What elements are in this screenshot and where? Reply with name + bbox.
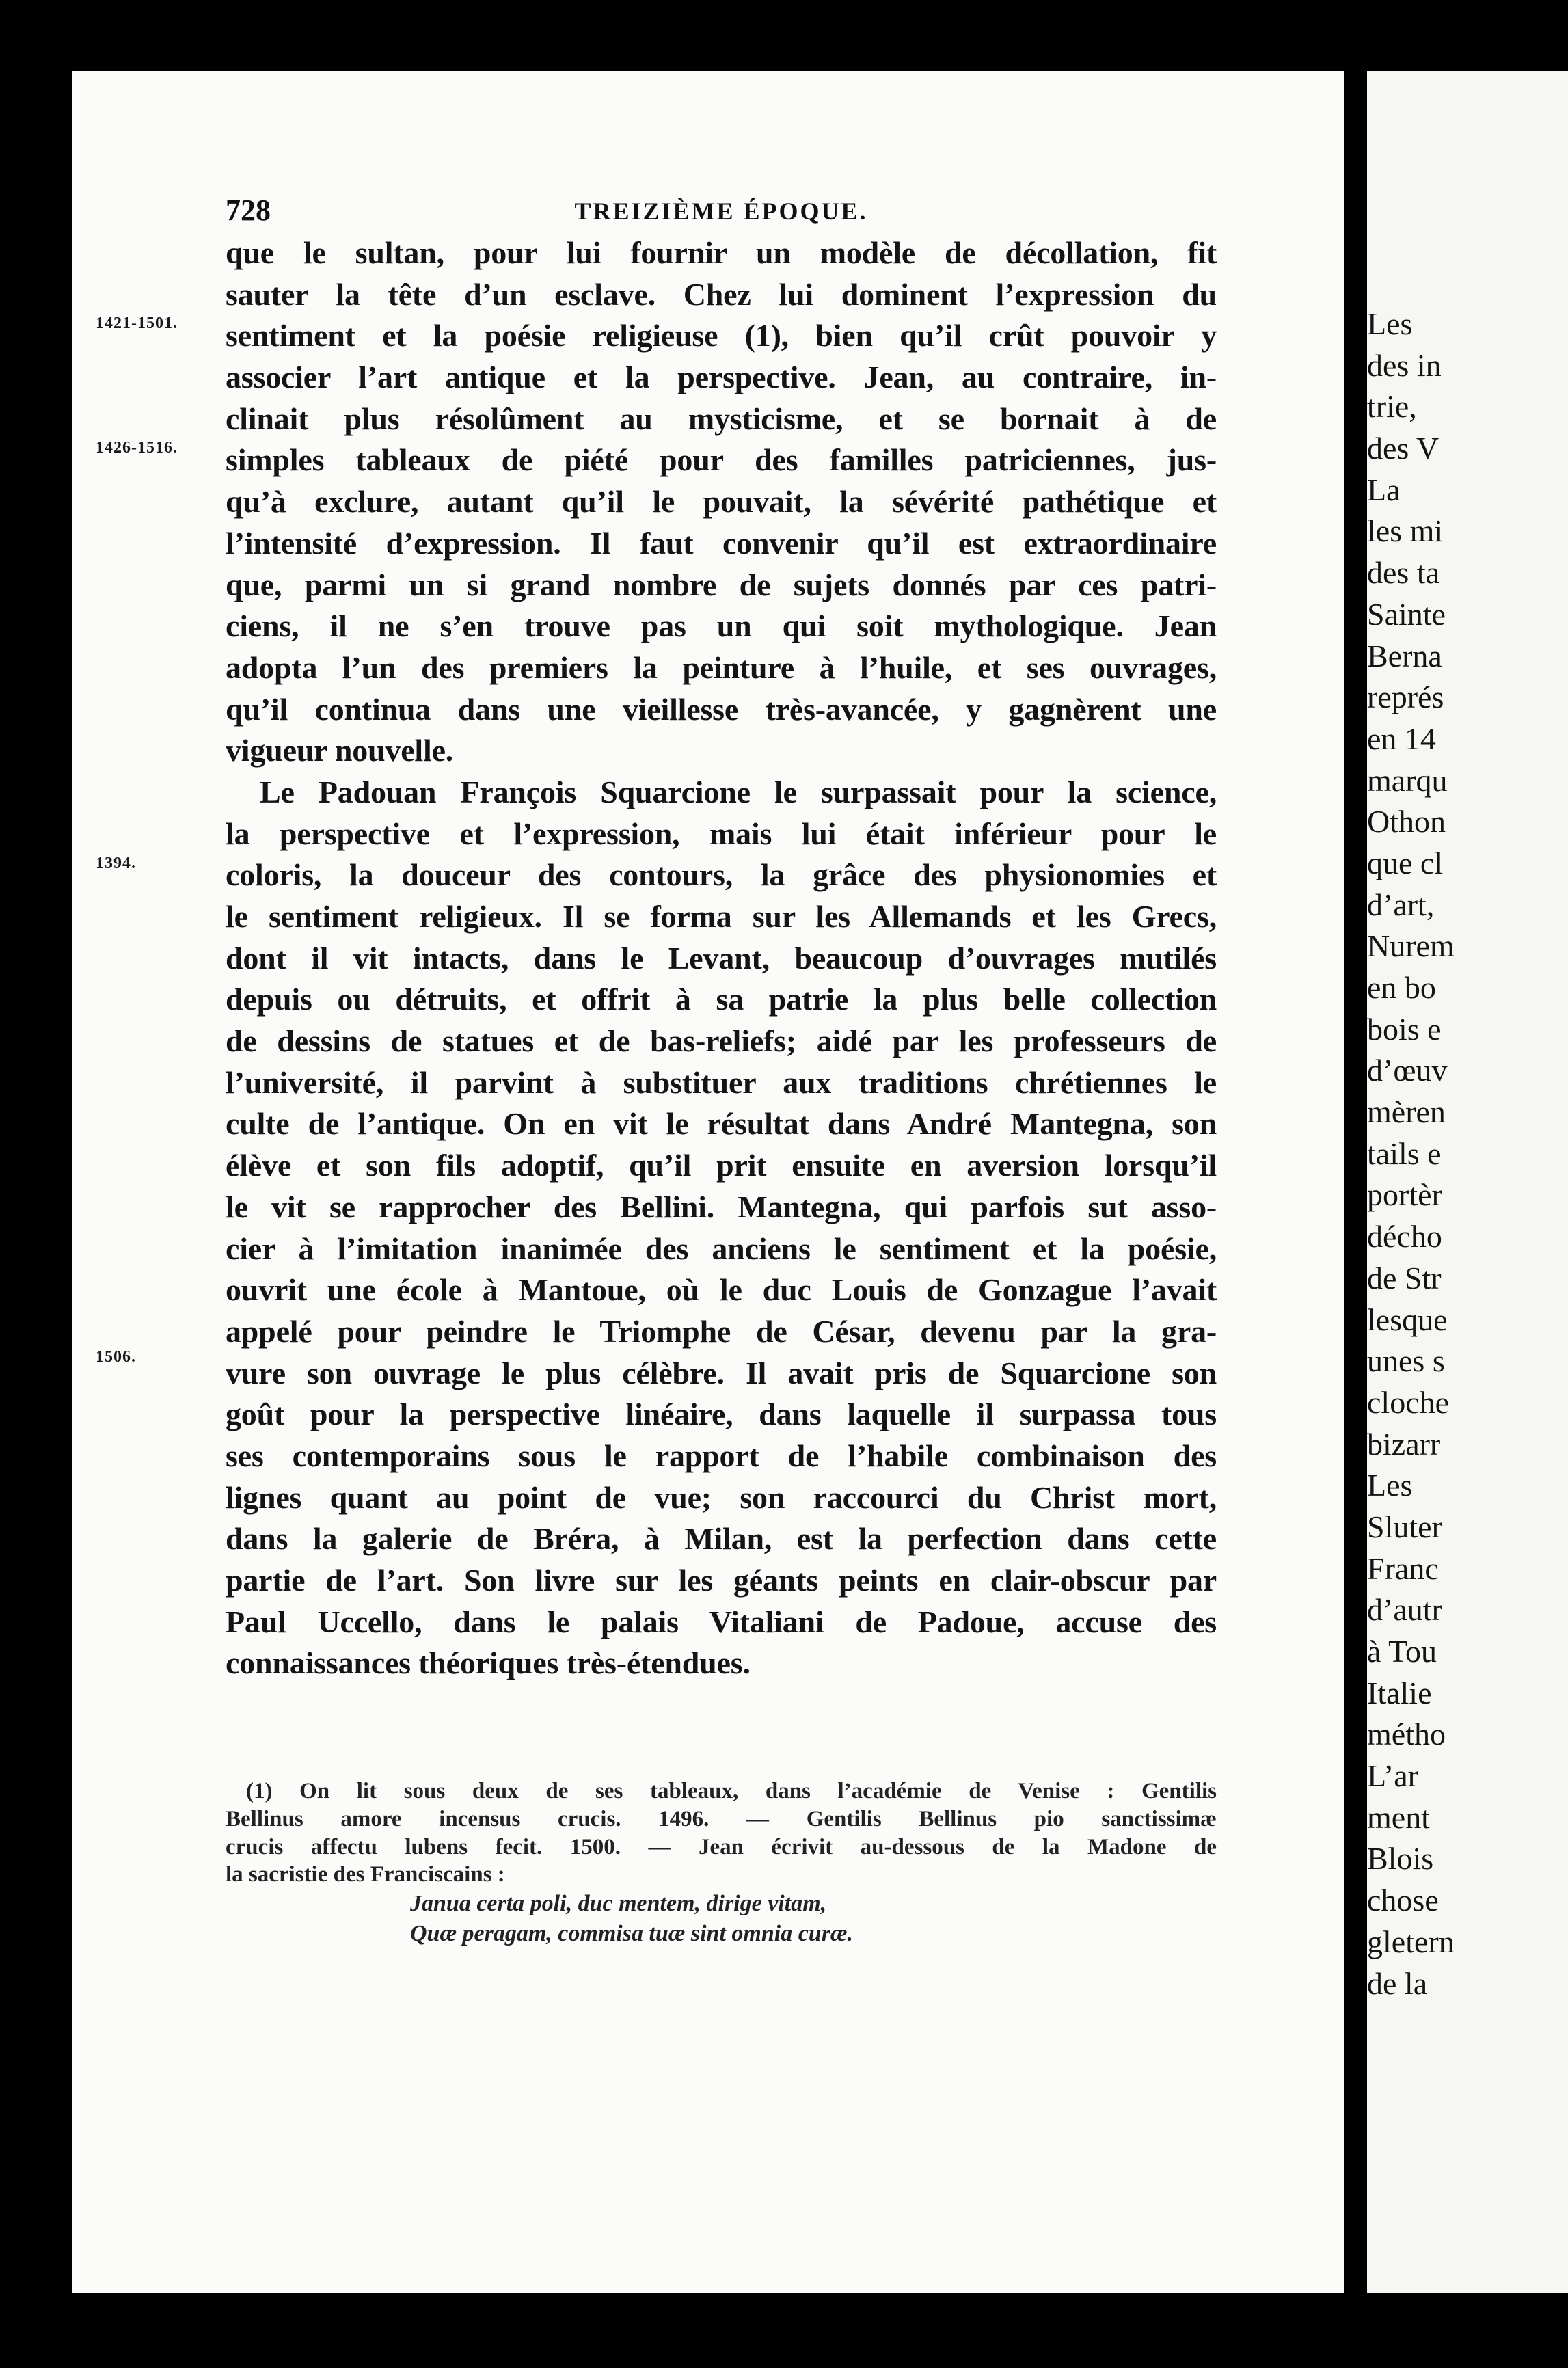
facing-line: trie, [1367, 389, 1417, 425]
facing-line: des ta [1367, 555, 1440, 591]
facing-line: de la [1367, 1965, 1428, 2001]
facing-line: gletern [1367, 1924, 1455, 1959]
facing-line: bizarr [1367, 1426, 1441, 1462]
text-line: Paul Uccello, dans le palais Vitaliani de Padoue, accuse des [226, 1604, 1217, 1639]
text-line: partie de l’art. Son livre sur les géants peints en clair-obscur par [226, 1563, 1217, 1598]
text-line: l’université, il parvint à substituer aux traditions chrétiennes le [226, 1064, 1217, 1100]
footnote [226, 1777, 1217, 1949]
facing-line: des V [1367, 431, 1439, 466]
facing-line: représ [1367, 680, 1444, 715]
text-line: vure son ouvrage le plus célèbre. Il avait pris de Squarcione son [226, 1355, 1217, 1390]
footnote-verse: Quæ peragam, commisa tuæ sint omnia curæ. [410, 1921, 853, 1947]
footnote-line: (1) On lit sous deux de ses tableaux, dans l’académie de Venise : Gentilis [246, 1779, 1217, 1803]
text-line: sentiment et la poésie religieuse (1), bien qu’il crût pouvoir y [226, 318, 1217, 353]
facing-line: Othon [1367, 804, 1446, 839]
text-line: associer l’art antique et la perspective. Jean, au contraire, in- [226, 360, 1217, 395]
facing-line: Sluter [1367, 1509, 1442, 1544]
text-line: simples tableaux de piété pour des familles patriciennes, jus- [226, 442, 1217, 478]
text-line: le sentiment religieux. Il se forma sur les Allemands et les Grecs, [226, 899, 1217, 934]
text-line: dont il vit intacts, dans le Levant, beaucoup d’ouvrages mutilés [226, 940, 1217, 976]
facing-line: Berna [1367, 638, 1442, 673]
facing-line: mèren [1367, 1094, 1446, 1130]
facing-line: métho [1367, 1717, 1446, 1752]
footnote-line: Bellinus amore incensus crucis. 1496. — Gentilis Bellinus pio sanctissimæ [226, 1806, 1217, 1831]
text-line: cier à l’imitation inanimée des anciens le sentiment et la poésie, [226, 1230, 1217, 1266]
text-line: qu’il continua dans une vieillesse très-avancée, y gagnèrent une [226, 691, 1217, 727]
facing-line: bois e [1367, 1011, 1442, 1047]
facing-line: Italie [1367, 1675, 1432, 1710]
facing-line: en 14 [1367, 721, 1436, 756]
facing-line: lesque [1367, 1302, 1448, 1337]
facing-line: d’art, [1367, 887, 1435, 922]
running-header [226, 193, 1217, 234]
facing-line: ment [1367, 1799, 1430, 1835]
main-text [226, 232, 1217, 1684]
text-line: ses contemporains sous le rapport de l’habile combinaison des [226, 1438, 1217, 1473]
text-line: Le Padouan François Squarcione le surpassait pour la science, [260, 774, 1217, 809]
text-line: connaissances théoriques très-étendues. [226, 1645, 751, 1681]
text-line: le vit se rapprocher des Bellini. Mantegna, qui parfois sut asso- [226, 1189, 1217, 1224]
facing-line: marqu [1367, 762, 1448, 798]
text-line: culte de l’antique. On en vit le résultat dans André Mantegna, son [226, 1106, 1217, 1142]
text-line: coloris, la douceur des contours, la grâce des physionomies et [226, 857, 1217, 893]
facing-line: tails e [1367, 1135, 1442, 1171]
footnote-line: la sacristie des Franciscains : [226, 1862, 505, 1887]
facing-line: Franc [1367, 1550, 1439, 1586]
margin-date: 1506. [96, 1348, 136, 1366]
facing-line: L’ar [1367, 1758, 1418, 1794]
facing-line: Les [1367, 306, 1413, 341]
facing-line: décho [1367, 1219, 1442, 1254]
facing-line: La [1367, 472, 1401, 507]
margin-date: 1426-1516. [96, 439, 178, 457]
footnote-verse: Janua certa poli, duc mentem, dirige vitam, [410, 1891, 827, 1917]
text-line: élève et son fils adoptif, qu’il prit ensuite en aversion lorsqu’il [226, 1148, 1217, 1183]
facing-line: Sainte [1367, 596, 1446, 632]
facing-line: les mi [1367, 513, 1444, 549]
footnote-line: crucis affectu lubens fecit. 1500. — Jean écrivit au-dessous de la Madone de [226, 1834, 1217, 1859]
margin-date: 1394. [96, 855, 136, 872]
text-line: de dessins de statues et de bas-reliefs; aidé par les professeurs de [226, 1023, 1217, 1059]
facing-line: Blois [1367, 1841, 1434, 1876]
facing-line: d’œuv [1367, 1053, 1448, 1088]
text-line: ouvrit une école à Mantoue, où le duc Louis de Gonzague l’avait [226, 1272, 1217, 1308]
margin-date: 1421-1501. [96, 314, 178, 332]
text-line: qu’à exclure, autant qu’il le pouvait, la sévérité pathétique et [226, 484, 1217, 520]
facing-line: des in [1367, 347, 1442, 383]
text-line: appelé pour peindre le Triomphe de César, devenu par la gra- [226, 1313, 1217, 1349]
facing-page-edge [1367, 71, 1568, 2293]
text-line: goût pour la perspective linéaire, dans laquelle il surpassa tous [226, 1397, 1217, 1432]
text-line: dans la galerie de Bréra, à Milan, est la perfection dans cette [226, 1521, 1217, 1557]
facing-line: de Str [1367, 1260, 1442, 1295]
facing-line: en bo [1367, 970, 1436, 1005]
running-title: TREIZIÈME ÉPOQUE. [574, 198, 868, 225]
text-line: la perspective et l’expression, mais lui était inférieur pour le [226, 816, 1217, 851]
facing-line: d’autr [1367, 1592, 1442, 1628]
text-line: lignes quant au point de vue; son raccourci du Christ mort, [226, 1479, 1217, 1515]
text-line: clinait plus résolûment au mysticisme, et se bornait à de [226, 401, 1217, 436]
facing-line: portèr [1367, 1177, 1442, 1213]
facing-line: unes s [1367, 1343, 1445, 1379]
facing-line: à Tou [1367, 1634, 1437, 1669]
text-line: adopta l’un des premiers la peinture à l’huile, et ses ouvrages, [226, 649, 1217, 685]
text-line: que, parmi un si grand nombre de sujets donnés par ces patri- [226, 567, 1217, 602]
text-line: depuis ou détruits, et offrit à sa patrie la plus belle collection [226, 982, 1217, 1017]
text-line: l’intensité d’expression. Il faut convenir qu’il est extraordinaire [226, 525, 1217, 561]
page-number: 728 [226, 193, 271, 227]
facing-line: chose [1367, 1883, 1439, 1918]
text-line: que le sultan, pour lui fournir un modèle de décollation, fit [226, 235, 1217, 270]
text-line: vigueur nouvelle. [226, 733, 454, 768]
facing-line: Les [1367, 1468, 1413, 1503]
facing-line: que cl [1367, 845, 1444, 880]
text-line: sauter la tête d’un esclave. Chez lui dominent l’expression du [226, 276, 1217, 312]
text-line: ciens, il ne s’en trouve pas un qui soit mythologique. Jean [226, 608, 1217, 644]
facing-line: Nurem [1367, 928, 1455, 964]
facing-line: cloche [1367, 1384, 1450, 1420]
